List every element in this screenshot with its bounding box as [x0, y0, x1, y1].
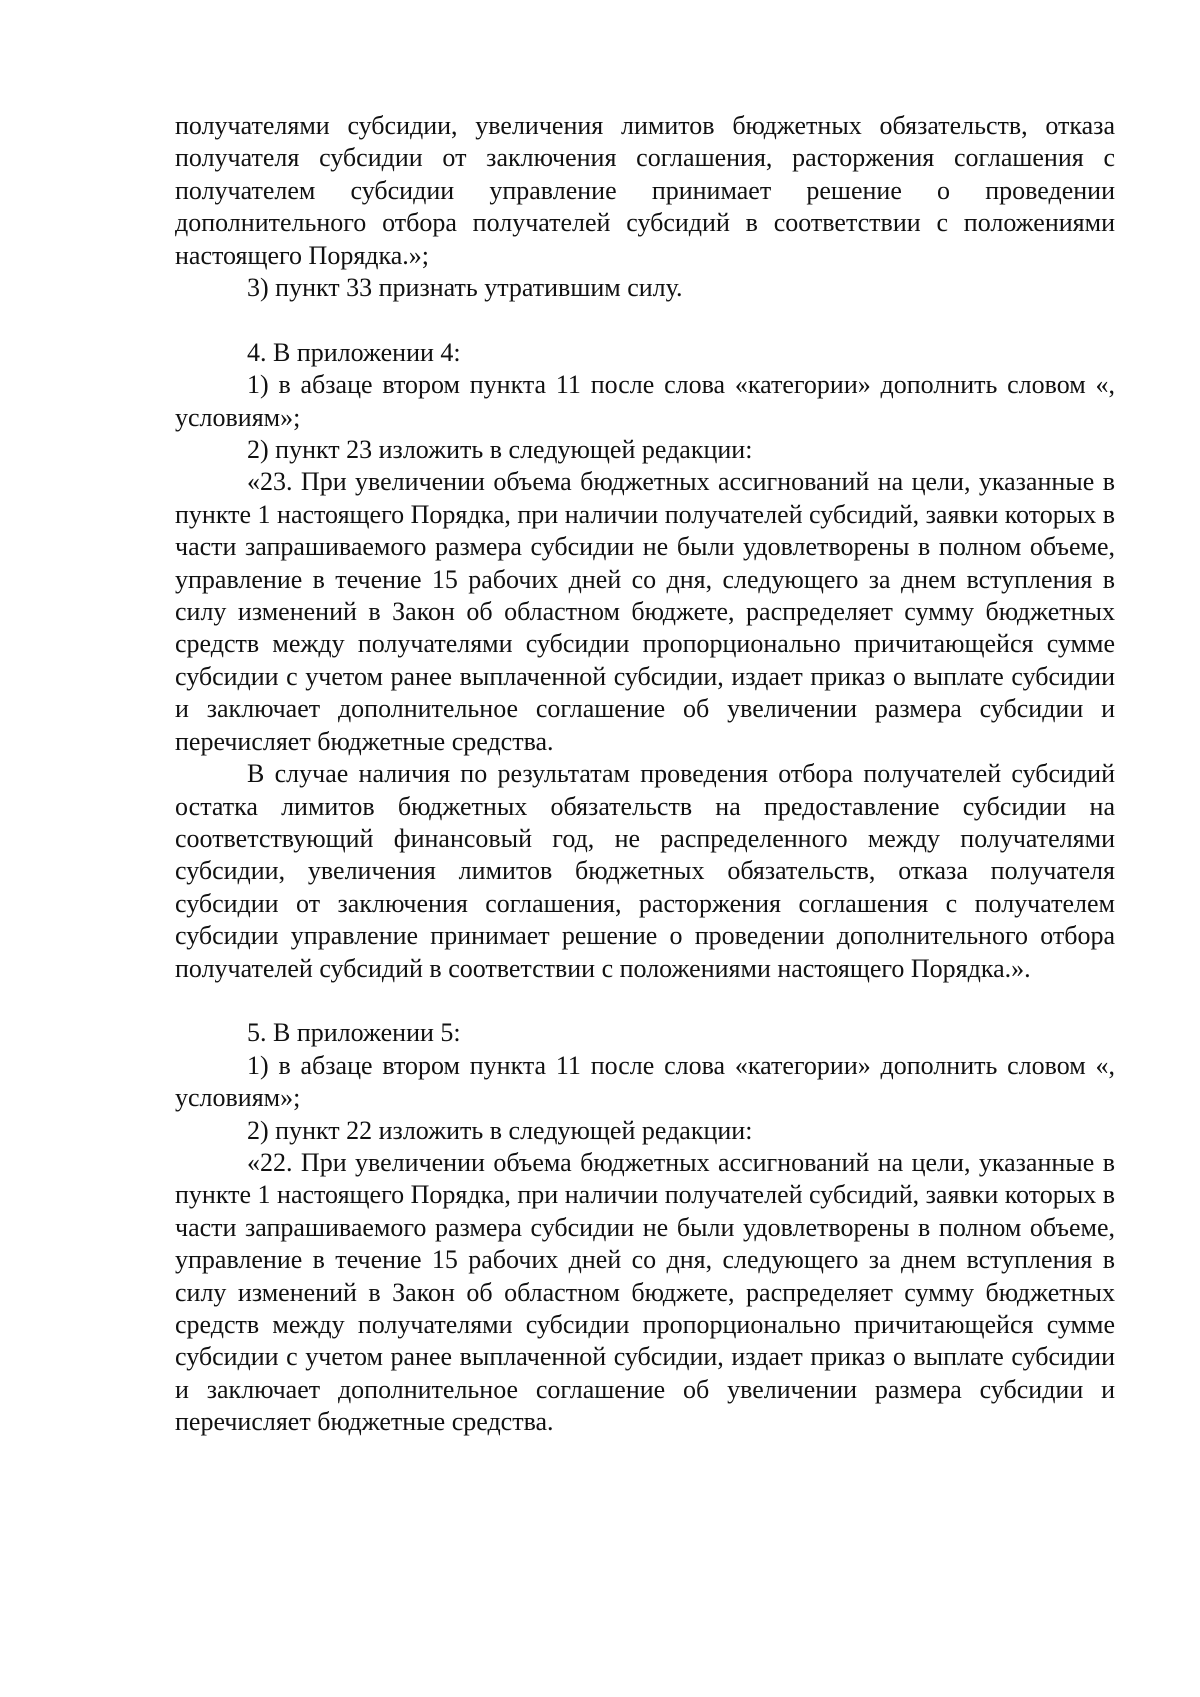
- paragraph-gap: [175, 304, 1115, 336]
- paragraph-clause-23-continued: В случае наличия по результатам проведения отбора получателей субсидий остатка лимитов бюджетных обязательств на предоставление субсидии на соответствующий финансовый год, не распределенного между получателями субсидии, увеличения лимитов бюджетных обязательств, отказа получателя субсидии от заключения соглашения, расторжения соглашения с получателем субсидии управление принимает решение о проведении дополнительного отбора получателей субсидий в соответствии с положениями настоящего Порядка.».: [175, 759, 1115, 983]
- document-page: [175, 110, 1115, 1439]
- section-heading-4: 4. В приложении 4:: [247, 337, 461, 367]
- paragraph-item-3: 3) пункт 33 признать утратившим силу.: [247, 273, 683, 303]
- paragraph-5-item-1: 1) в абзаце втором пункта 11 после слова «категории» дополнить словом «, условиям»;: [175, 1050, 1115, 1113]
- paragraph-4-item-2: 2) пункт 23 изложить в следующей редакции:: [247, 435, 753, 465]
- paragraph-continuation: получателями субсидии, увеличения лимитов бюджетных обязательств, отказа получателя субсидии от заключения соглашения, расторжения соглашения с получателем субсидии управление принимает решение о проведении дополнительного отбора получателей субсидий в соответствии с положениями настоящего Порядка.»;: [175, 111, 1115, 270]
- paragraph-clause-23: «23. При увеличении объема бюджетных ассигнований на цели, указанные в пункте 1 настоящего Порядка, при наличии получателей субсидий, заявки которых в части запрашиваемого размера субсидии не были удовлетворены в полном объеме, управление в течение 15 рабочих дней со дня, следующего за днем вступления в силу изменений в Закон об областном бюджете, распределяет сумму бюджетных средств между получателями субсидии пропорционально причитающейся сумме субсидии с учетом ранее выплаченной субсидии, издает приказ о выплате субсидии и заключает дополнительное соглашение об увеличении размера субсидии и перечисляет бюджетные средства.: [175, 467, 1115, 756]
- paragraph-clause-22: «22. При увеличении объема бюджетных ассигнований на цели, указанные в пункте 1 настоящего Порядка, при наличии получателей субсидий, заявки которых в части запрашиваемого размера субсидии не были удовлетворены в полном объеме, управление в течение 15 рабочих дней со дня, следующего за днем вступления в силу изменений в Закон об областном бюджете, распределяет сумму бюджетных средств между получателями субсидии пропорционально причитающейся сумме субсидии с учетом ранее выплаченной субсидии, издает приказ о выплате субсидии и заключает дополнительное соглашение об увеличении размера субсидии и перечисляет бюджетные средства.: [175, 1147, 1115, 1437]
- section-heading-5: 5. В приложении 5:: [247, 1018, 461, 1048]
- paragraph-gap: [175, 985, 1115, 1017]
- paragraph-5-item-2: 2) пункт 22 изложить в следующей редакции:: [247, 1115, 753, 1145]
- paragraph-4-item-1: 1) в абзаце втором пункта 11 после слова «категории» дополнить словом «, условиям»;: [175, 370, 1115, 432]
